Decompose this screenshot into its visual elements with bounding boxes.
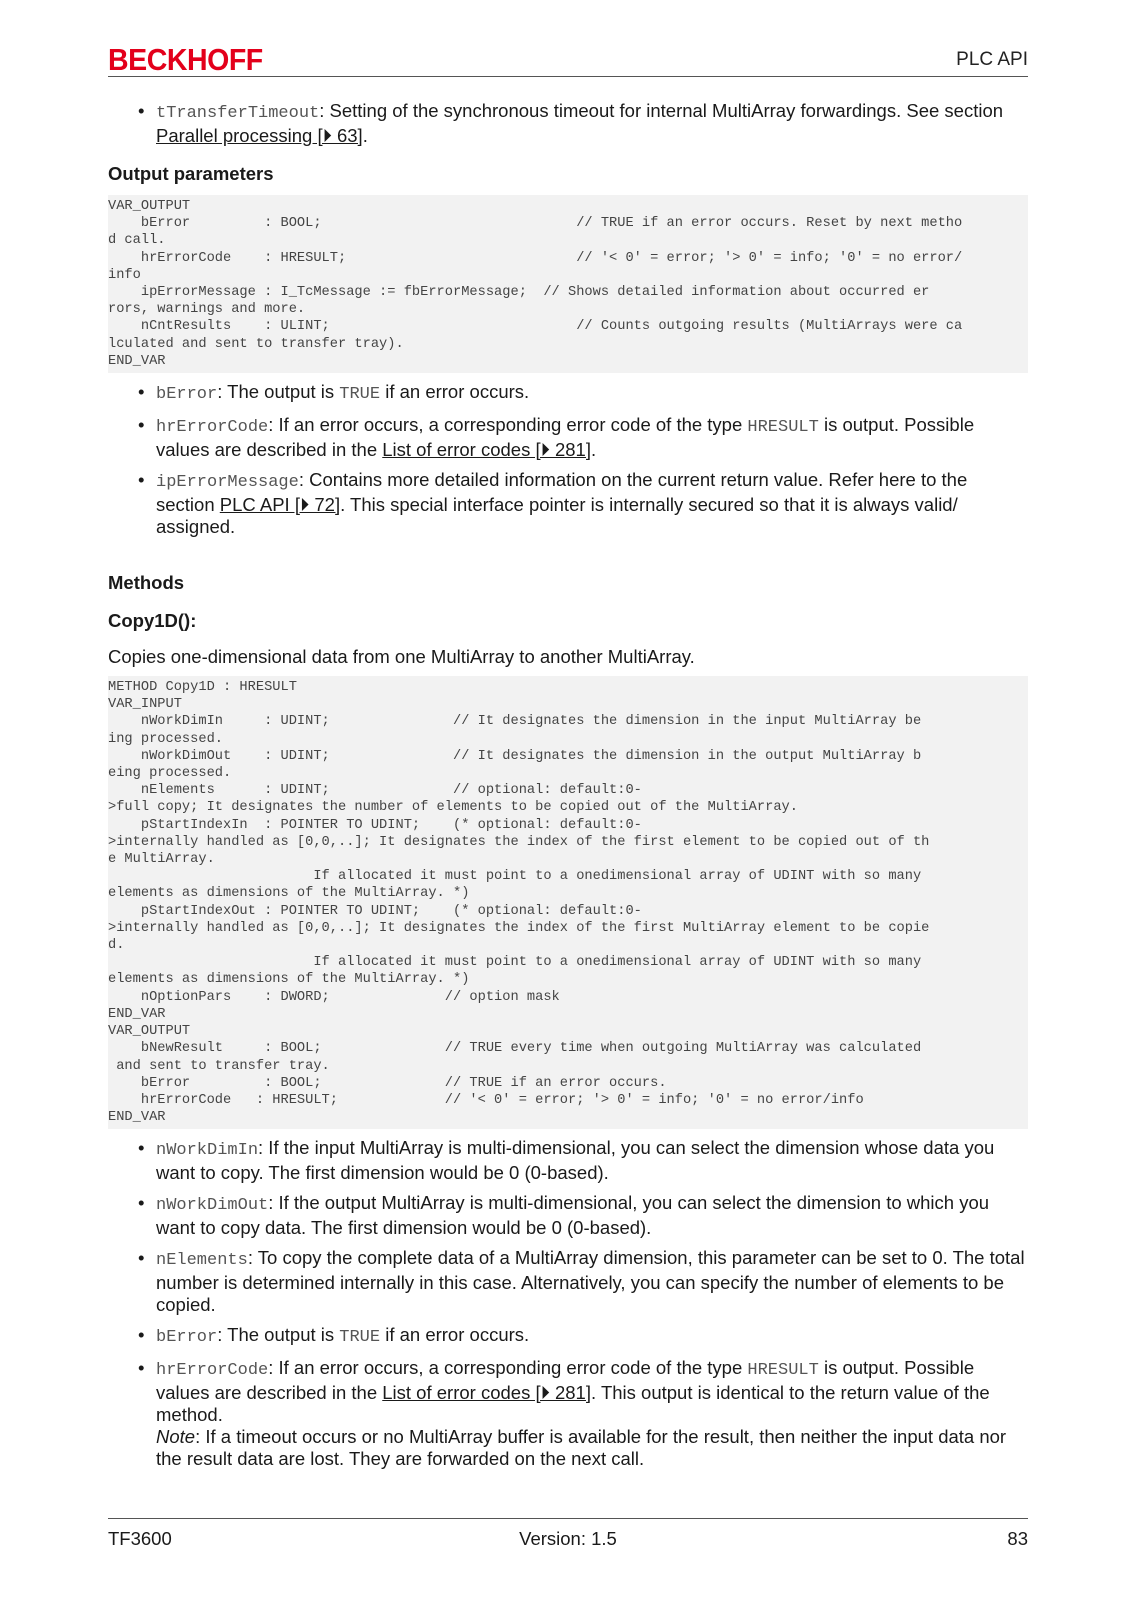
list-item: • bError: The output is TRUE if an error occurs. <box>108 381 1028 406</box>
copy1d-parameters-list <box>108 1137 1028 1470</box>
list-item: • nElements: To copy the complete data of a MultiArray dimension, this parameter can be set to 0. The total number is determined internally in this case. Alternatively, you can specify the number of elements to be copied. <box>108 1247 1028 1316</box>
note-label: Note <box>156 1426 196 1448</box>
list-item: • ipErrorMessage: Contains more detailed information on the current return value. Refer here to the section PLC API [⏵ 72]. This special interface pointer is internally secured so that it is always valid/ assigned. <box>108 469 1028 538</box>
version-label: Version: 1.5 <box>519 1528 617 1549</box>
list-item: • tTransferTimeout: Setting of the synchronous timeout for internal MultiArray forwardings. See section Parallel processing [⏵ 63]. <box>108 100 1028 147</box>
list-item: • bError: The output is TRUE if an error occurs. <box>108 1324 1028 1349</box>
methods-heading: Methods <box>108 572 185 594</box>
copy1d-heading: Copy1D(): <box>108 610 197 632</box>
plc-api-link[interactable]: PLC API [⏵ 72] <box>219 494 341 516</box>
error-codes-link[interactable]: List of error codes [⏵ 281] <box>382 439 591 461</box>
list-item: • nWorkDimOut: If the output MultiArray is multi-dimensional, you can select the dimension to which you want to copy data. The first dimension would be 0 (0-based). <box>108 1192 1028 1239</box>
error-codes-link[interactable]: List of error codes [⏵ 281] <box>382 1382 591 1404</box>
note-text: : If a timeout occurs or no MultiArray buffer is available for the result, then neither the input data nor the result data are lost. They are forwarded on the next call. <box>156 1426 1007 1470</box>
page-number: 83 <box>1007 1528 1028 1549</box>
param-name: ipErrorMessage <box>156 473 299 493</box>
output-parameters-heading: Output parameters <box>108 163 274 184</box>
param-name: nWorkDimOut <box>156 1196 269 1216</box>
intro-list <box>108 100 1028 147</box>
page-header <box>108 40 1028 77</box>
page-content <box>108 100 1028 1478</box>
param-name: nWorkDimIn <box>156 1141 259 1161</box>
parallel-processing-link[interactable]: Parallel processing [⏵ 63] <box>156 125 363 146</box>
param-name: tTransferTimeout <box>156 104 320 123</box>
list-item: • hrErrorCode: If an error occurs, a corresponding error code of the type HRESULT is output. Possible values are described in the List of error codes [⏵ 281]. This output is identical to the return value of the method. Note: If a timeout occurs or no MultiArray buffer is available for the result, then neither the input data nor the result data are lost. They are forwarded on the next call. <box>108 1357 1028 1470</box>
copy1d-description: Copies one-dimensional data from one MultiArray to another MultiArray. <box>108 646 695 668</box>
copy1d-code: METHOD Copy1D : HRESULT VAR_INPUT nWorkDimIn : UDINT; // It designates the dimension in the input MultiArray be ing processed. nWorkDimOut : UDINT; // It designates the dimension in the output MultiArray b eing processed. nElements : UDINT; // optional: default:0- >full copy; It designates the number of elements to be copied out of the MultiArray. pStartIndexIn : POINTER TO UDINT; (* optional: default:0- >internally handled as [0,0,..]; It designates the index of the first element to be copied out of th e MultiArray. If allocated it must point to a onedimensional array of UDINT with so many elements as dimensions of the MultiArray. *) pStartIndexOut : POINTER TO UDINT; (* optional: default:0- >internally handled as [0,0,..]; It designates the index of the first MultiArray element to be copie d. If allocated it must point to a onedimensional array of UDINT with so many elements as dimensions of the MultiArray. *) nOptionPars : DWORD; // option mask END_VAR VAR_OUTPUT bNewResult : BOOL; // TRUE every time when outgoing MultiArray was calculated and sent to transfer tray. bError : BOOL; // TRUE if an error occurs. hrErrorCode : HRESULT; // '< 0' = error; '> 0' = info; '0' = no error/info END_VAR <box>108 676 1028 1129</box>
output-parameters-list <box>108 381 1028 538</box>
header-section-title: PLC API <box>956 49 1028 70</box>
param-name: nElements <box>156 1251 248 1271</box>
page-footer <box>108 1518 1028 1559</box>
list-item: • nWorkDimIn: If the input MultiArray is multi-dimensional, you can select the dimension whose data you want to copy. The first dimension would be 0 (0-based). <box>108 1137 1028 1184</box>
output-parameters-code: VAR_OUTPUT bError : BOOL; // TRUE if an error occurs. Reset by next metho d call. hrErrorCode : HRESULT; // '< 0' = error; '> 0' = info; '0' = no error/ info ipErrorMessage : I_TcMessage := fbErrorMessage; // Shows detailed information about occurred er rors, warnings and more. nCntResults : ULINT; // Counts outgoing results (MultiArrays were ca lculated and sent to transfer tray). END_VAR <box>108 195 1028 373</box>
product-code: TF3600 <box>108 1528 172 1549</box>
param-name: bError <box>156 385 218 405</box>
param-name: hrErrorCode <box>156 1361 269 1381</box>
param-name: bError <box>156 1328 218 1348</box>
param-name: hrErrorCode <box>156 418 269 438</box>
list-item: • hrErrorCode: If an error occurs, a corresponding error code of the type HRESULT is output. Possible values are described in the List of error codes [⏵ 281]. <box>108 414 1028 461</box>
beckhoff-logo: BECKHOFF <box>108 42 263 77</box>
